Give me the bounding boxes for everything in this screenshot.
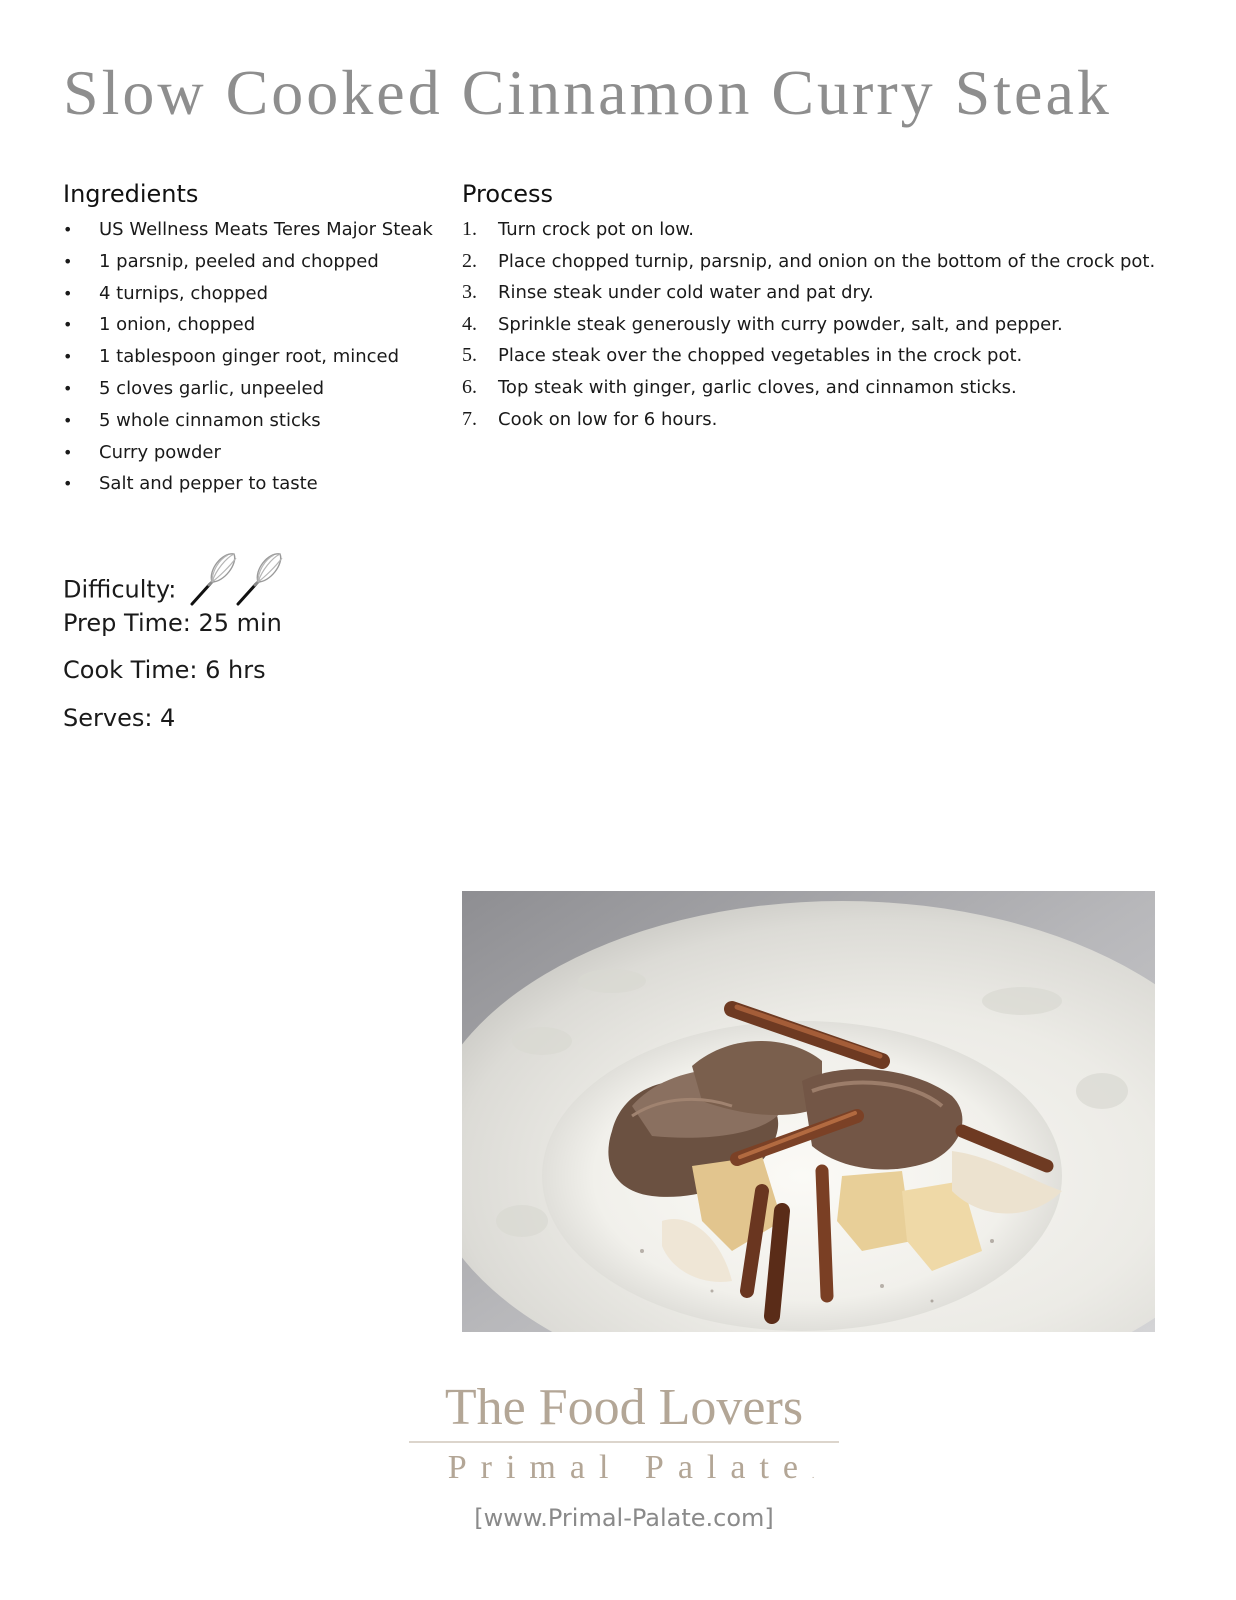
step-number: 2. <box>462 249 477 272</box>
website-link[interactable]: [www.Primal-Palate.com] <box>474 1504 774 1532</box>
difficulty-label: Difficulty: <box>63 575 177 604</box>
brand-logo <box>408 1375 840 1532</box>
whisk-icon <box>188 548 240 608</box>
step-text: Place steak over the chopped vegetables in the crock pot. <box>498 345 1023 367</box>
brand-name: The Food Lovers <box>444 1379 804 1436</box>
list-item: • Curry powder <box>63 437 443 469</box>
process-step <box>462 246 1202 278</box>
list-item: • 1 tablespoon ginger root, minced <box>63 341 443 373</box>
process-step <box>462 214 1202 246</box>
brand-subname-text: Primal Palate <box>447 1449 812 1486</box>
process-step <box>462 309 1202 341</box>
process-step <box>462 372 1202 404</box>
step-number: 1. <box>462 218 477 240</box>
process-step <box>462 340 1202 372</box>
step-text: Rinse steak under cold water and pat dry. <box>498 282 874 304</box>
step-text: Sprinkle steak generously with curry powder, salt, and pepper. <box>498 313 1063 335</box>
process-section <box>462 180 1202 435</box>
step-text: Turn crock pot on low. <box>498 219 695 240</box>
serves: Serves: 4 <box>63 703 176 732</box>
process-step <box>462 277 1202 309</box>
list-item: • 4 turnips, chopped <box>63 278 443 310</box>
process-step <box>462 404 1202 436</box>
list-item: • 1 parsnip, peeled and chopped <box>63 246 443 278</box>
list-item: • 5 cloves garlic, unpeeled <box>63 373 443 405</box>
ingredients-section <box>63 180 443 500</box>
cook-time: Cook Time: 6 hrs <box>63 656 266 684</box>
step-number: 5. <box>462 344 477 367</box>
prep-time: Prep Time: 25 min <box>63 608 282 637</box>
step-number: 3. <box>462 281 477 304</box>
process-heading: Process <box>462 180 554 208</box>
step-text: Cook on low for 6 hours. <box>498 408 718 430</box>
list-item: • Salt and pepper to taste <box>63 468 443 500</box>
page-title: Slow Cooked Cinnamon Curry Steak <box>63 57 1112 128</box>
list-item: • 1 onion, chopped <box>63 309 443 341</box>
recipe-meta <box>63 552 286 742</box>
ingredients-heading: Ingredients <box>63 180 199 208</box>
step-text: Top steak with ginger, garlic cloves, and cinnamon sticks. <box>498 376 1017 398</box>
dish-photo <box>462 891 1155 1332</box>
list-item: • US Wellness Meats Teres Major Steak <box>63 214 443 246</box>
ingredients-list <box>63 214 443 500</box>
step-number: 7. <box>462 407 477 430</box>
difficulty-row <box>63 552 286 604</box>
whisk-icon <box>234 548 286 608</box>
brand-subname <box>408 1443 840 1500</box>
list-item: • 5 whole cinnamon sticks <box>63 405 443 437</box>
trademark-mark: . <box>812 1470 815 1480</box>
step-number: 4. <box>462 312 477 335</box>
step-number: 6. <box>462 375 477 398</box>
difficulty-rating <box>188 548 286 625</box>
step-text: Place chopped turnip, parsnip, and onion on the bottom of the crock pot. <box>498 250 1156 272</box>
process-steps <box>462 214 1202 435</box>
